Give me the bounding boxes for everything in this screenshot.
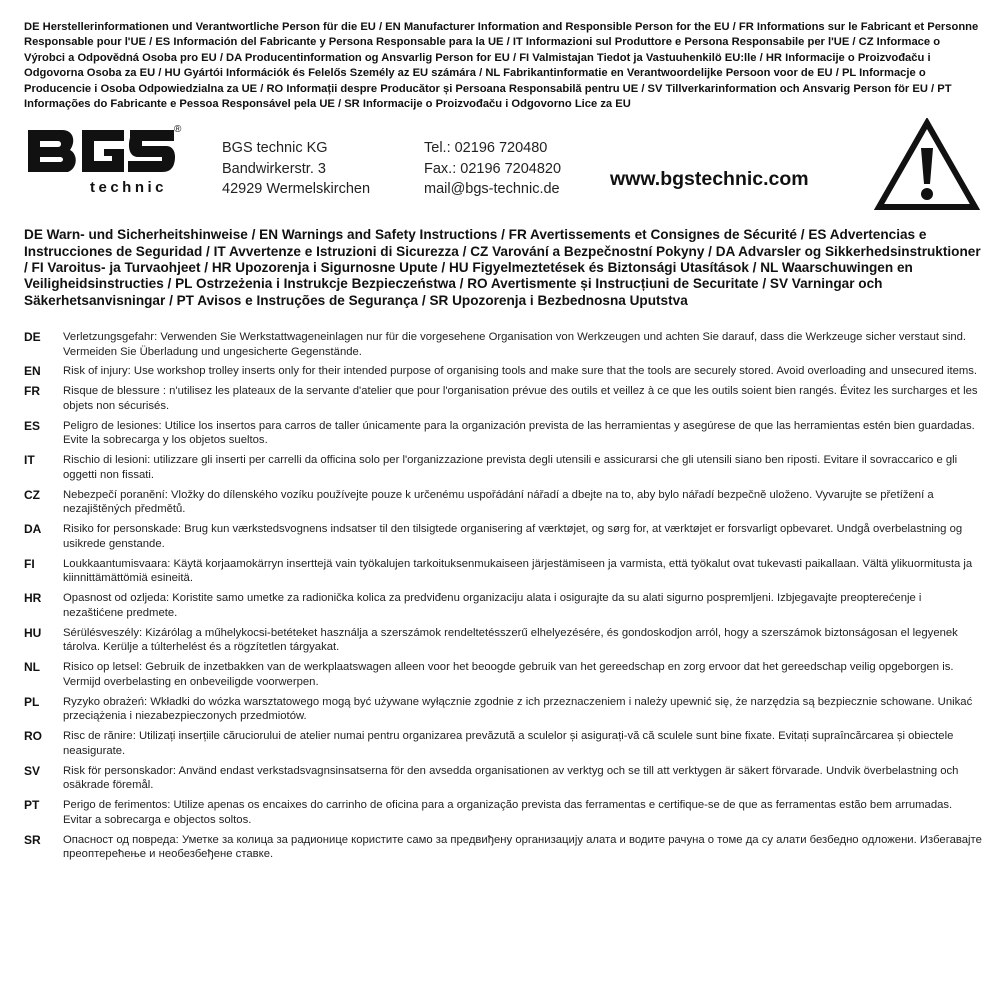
warning-text: Risk för personskador: Använd endast verkstadsvagnsinsatserna för den avsedda organisationen av verktyg och se till att verktygen är säkert förvarade. Undvik överbelastning och osäkrade föremål.: [63, 764, 959, 792]
warning-entry: [24, 330, 984, 359]
company-info-row: [24, 122, 984, 218]
company-tel: Tel.: 02196 720480: [424, 140, 548, 157]
company-city: 42929 Wermelskirchen: [222, 181, 371, 198]
language-code: HU: [24, 625, 42, 640]
warning-entry: [24, 764, 984, 793]
warning-entry: [24, 798, 984, 827]
logo-technic-label: technic: [90, 179, 168, 197]
warning-text: Nebezpečí poranění: Vložky do dílenského vozíku používejte pouze k určenému uspořádání nářadí a dbejte na to, aby bylo nářadí bezpečně uloženo. Vyvarujte se přetížení a nezajištěných předmětů.: [63, 488, 934, 516]
warning-text: Perigo de ferimentos: Utilize apenas os encaixes do carrinho de oficina para a organização prevista das ferramentas e certifique-se de que as ferramentas estão bem arrumadas. Evitar a sobrecarga e objectos soltos.: [63, 799, 953, 826]
warning-entry: [24, 384, 984, 413]
warning-entries: [24, 330, 984, 862]
language-code: SR: [24, 832, 41, 847]
warning-entry: [24, 453, 984, 482]
company-website: www.bgstechnic.com: [610, 168, 809, 191]
language-code: PL: [24, 694, 40, 709]
warning-entry: [24, 557, 984, 586]
warning-text: Risiko for personskade: Brug kun værkstedsvognens indsatser til den tilsigtede organisering af værktøjet, og sørg for, at værktøjet er forsvarligt opbevaret. Undgå overbelastning og usikrede genstande.: [63, 523, 963, 550]
language-code: EN: [24, 364, 41, 379]
language-code: CZ: [24, 487, 40, 502]
language-code: SV: [24, 763, 41, 778]
warnings-heading: DE Warn- und Sicherheitshinweise / EN Warnings and Safety Instructions / FR Avertissements et Consignes de Sécurité / ES Advertencias e Instrucciones de Seguridad / IT Avvertenze e Istruzioni di Sicurezza / CZ Varování a Bezpečnostní Pokyny / DA Advarsler og Sikkerhedsinstruktioner / FI Varoitus- ja Turvaohjeet / HR Upozorenja i Sigurnosne Upute / HU Figyelmeztetések és Biztonsági Utasítások / NL Waarschuwingen en Veiligheidsinstructies / PL Ostrzeżenia i Instrukcje Bezpieczeństwa / RO Avertismente și Instrucțiuni de Securitate / SV Varningar och Säkerhetsanvisningar / PT Avisos e Instruções de Segurança / SR Upozorenja i Bezbednosna Uputstva: [24, 227, 981, 308]
warning-entry: [24, 695, 984, 724]
warning-text: Risque de blessure : n'utilisez les plateaux de la servante d'atelier que pour l'organisation prévue des outils et veillez à ce que les outils soient bien rangés. Évitez les surcharges et les objets non sécurisés.: [63, 385, 978, 412]
language-code: DE: [24, 329, 41, 344]
warning-text: Опасност од повреда: Уметке за колица за радионице користите само за предвиђену организацију алата и водите рачуна о томе да су алати безбедно одложени. Избегавајте преоптерећење и необезбеђене ставке.: [63, 833, 982, 861]
warning-entry: [24, 488, 984, 517]
company-mail: mail@bgs-technic.de: [424, 181, 560, 198]
language-code: HR: [24, 591, 42, 606]
warning-text: Ryzyko obrażeń: Wkładki do wózka warsztatowego mogą być używane wyłącznie zgodnie z ich przeznaczeniem i należy upewnić się, że narzędzia są bezpiecznie schowane. Unikać przeciążenia i niezabezpieczonych przedmiotów.: [63, 695, 973, 723]
document-page: [24, 20, 984, 867]
warning-entry: [24, 626, 984, 655]
bgs-technic-logo: [24, 122, 182, 196]
manufacturer-info-heading: DE Herstellerinformationen und Verantwortliche Person für die EU / EN Manufacturer Information and Responsible Person for the EU / FR Informations sur le Fabricant et Personne Responsable pour l'UE / ES Información del Fabricante y Persona Responsable para la UE / IT Informazioni sul Produttore e Persona Responsabile per l'UE / CZ Informace o Výrobci a Odpovědná Osoba pro EU / DA Producentinformation og Ansvarlig Person for EU / FI Valmistajan Tiedot ja Vastuuhenkilö EU:lle / HR Informacije o Proizvođaču i Odgovorna Osoba za EU / HU Gyártói Információk és Felelős Személy az EU számára / NL Fabrikantinformatie en Verantwoordelijke Persoon voor de EU / PL Informacje o Producencie i Osoba Odpowiedzialna za UE / RO Informații despre Producător și Persoana Responsabilă pentru UE / SV Tillverkarinformation och Ansvarig Person för EU / PT Informações do Fabricante e Pessoa Responsável pela UE / SR Informacije o Proizvođaču i Odgovorno Lice za EU: [24, 21, 979, 111]
warning-text: Verletzungsgefahr: Verwenden Sie Werkstattwageneinlagen nur für die vorgesehene Organisation von Werkzeugen und achten Sie darauf, dass die Werkzeuge sicher verstaut sind. Vermeiden Sie Überladung und ungesicherte Gegenstände.: [63, 330, 967, 358]
language-code: ES: [24, 418, 41, 433]
logo-registered-mark: ®: [174, 124, 182, 136]
warning-entry: [24, 729, 984, 758]
warning-text: Rischio di lesioni: utilizzare gli inserti per carrelli da officina solo per l'organizzazione prevista degli utensili e assicurarsi che gli utensili siano ben riposti. Evitare il sovraccarico e gli oggetti non fissati.: [63, 454, 958, 481]
language-code: FR: [24, 384, 40, 399]
warning-text: Loukkaantumisvaara: Käytä korjaamokärryn inserttejä vain työkalujen tarkoituksenmukaiseen järjestämiseen ja varmista, että työkalut ovat tukevasti paikallaan. Vältä ylikuormitusta ja kiinnittämättömiä esineitä.: [63, 557, 973, 585]
warning-text: Risico op letsel: Gebruik de inzetbakken van de werkplaatswagen alleen voor het beoogde gebruik van het gereedschap en zorg ervoor dat het gereedschap veilig opgeborgen is. Vermijd overbelasting en onbeveiligde voorwerpen.: [63, 661, 954, 688]
warning-entry: [24, 364, 984, 379]
company-contact: [424, 138, 561, 200]
language-code: IT: [24, 453, 35, 468]
company-street: Bandwirkerstr. 3: [222, 160, 326, 177]
warning-entry: [24, 660, 984, 689]
warning-text: Sérülésveszély: Kizárólag a műhelykocsi-betéteket használja a szerszámok rendeltetésszerű elhelyezésére, és gondoskodjon arról, hogy a szerszámok biztonságosan el legyenek tárolva. Kerülje a túlterhelést és a rögzítetlen tárgyakat.: [63, 626, 958, 654]
language-code: NL: [24, 660, 40, 675]
language-code: PT: [24, 798, 40, 813]
warning-text: Opasnost od ozljeda: Koristite samo umetke za radionička kolica za predviđenu organizaciju alata i osigurajte da su alati sigurno pospremljeni. Izbjegavajte preopterećenje i nezaštićene predmete.: [63, 592, 922, 619]
warning-text: Risc de rănire: Utilizați inserțiile căruciorului de atelier numai pentru organizarea prevăzută a sculelor și asigurați-vă că sculele sunt bine fixate. Evitați supraîncărcarea și obiectele neasigurate.: [63, 730, 954, 757]
warning-entry: [24, 419, 984, 448]
language-code: DA: [24, 522, 42, 537]
warning-entry: [24, 522, 984, 551]
warning-text: Peligro de lesiones: Utilice los insertos para carros de taller únicamente para la organización prevista de las herramientas y asegúrese de que las herramientas estén bien guardadas. Evite la sobrecarga y los objetos sueltos.: [63, 419, 975, 447]
warning-triangle-icon: [874, 118, 980, 214]
company-name: BGS technic KG: [222, 140, 328, 157]
company-address: [222, 138, 370, 200]
warning-entry: [24, 591, 984, 620]
company-fax: Fax.: 02196 7204820: [424, 160, 562, 177]
language-code: RO: [24, 729, 42, 744]
warning-text: Risk of injury: Use workshop trolley inserts only for their intended purpose of organising tools and make sure that the tools are securely stored. Avoid overloading and unsecured items.: [63, 365, 978, 378]
language-code: FI: [24, 556, 35, 571]
warning-entry: [24, 833, 984, 862]
